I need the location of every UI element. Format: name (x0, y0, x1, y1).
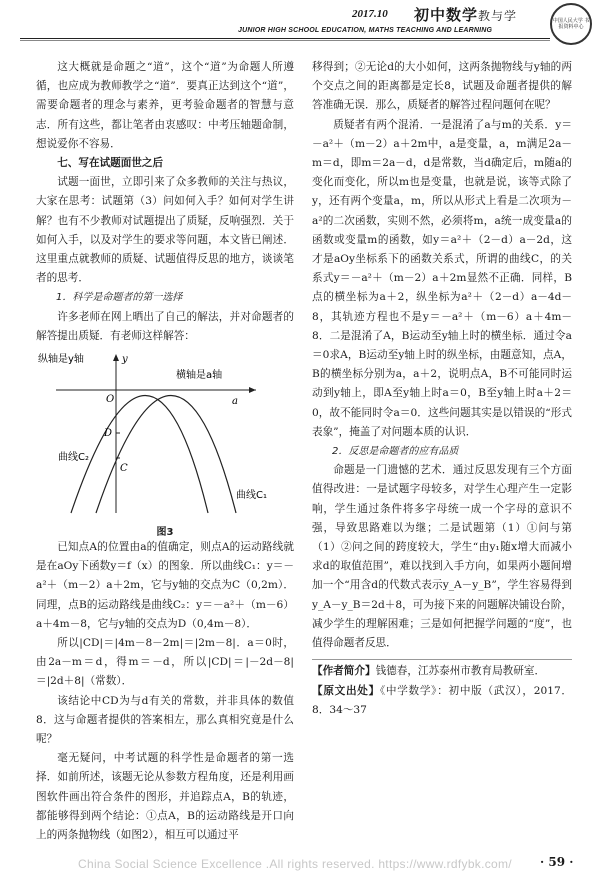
author-label: 【作者简介】 (312, 665, 376, 678)
paragraph: 所以|CD|＝|4m－8－2m|＝|2m－8|．a＝0时，由2a－m＝d，得m＝－d，所以|CD|＝|－2d－8|＝|2d＋8|（常数）． (36, 637, 294, 688)
section-heading: 七、写在试题面世之后 (57, 157, 164, 170)
paragraph: 这大概就是命题之“道”，这个“道”为命题人所遵循，也应成为教师教学之“道”．要真正达到这个“道”，需要命题者的理念与素养，更考验命题者的智慧与意志．所有这些，都让笔者由衷感叹：中考压轴题命制，想说爱你不容易． (36, 61, 294, 150)
page-number: · 59 · (540, 855, 574, 869)
paragraph: 命题是一门遗憾的艺术．通过反思发现有三个方面值得改进：一是试题字母较多，对学生心理产生一定影响，学生通过条件将多字母统一成一个字母的意识不强，导致思路难以为继；二是试题第（1）①问与第（1）②问之间的跨度较大，学生“由y₁随x增大而减小求d的取值范围”，难以找到入手方向，如果两小题间增加一个“用含d的代数式表示y_A－y_B”，学生容易得到y_A－y_B＝2d＋8，可为接下来的问题解决铺设台阶，减少学生的理解困难；三是如何把握学问题的“度”，也值得命题者反思． (312, 464, 572, 650)
curve-c1 (96, 396, 236, 514)
label-y-axis-caption: 纵轴是y轴 (38, 354, 84, 366)
label-curve-c2: 曲线C₂ (58, 452, 89, 464)
curve-c2 (71, 396, 208, 514)
label-a-axis-caption: 横轴是a轴 (176, 370, 223, 382)
paragraph: 已知点A的位置由a的值确定，则点A的运动路线就是在aOy下函数y＝f（x）的图象．所以曲线C₁：y＝－a²＋（m－2）a＋2m，它与y轴的交点为C（0,2m）．同理，点B的运动路线是曲线C₂：y＝－a²＋（m－6）a＋4m－8，它与y轴的交点为D（0,4m－8）． (36, 541, 294, 630)
subsection-heading: 2．反思是命题者的应有品质 (332, 446, 459, 458)
article-info (312, 659, 572, 720)
y-axis-arrow-icon (113, 354, 119, 361)
left-column (36, 58, 294, 845)
journal-title-main: 初中数学 (414, 6, 479, 24)
source-text: 《中学数学》：初中版（武汉），2017．8．34～37 (312, 684, 573, 716)
journal-title-suffix: 教与学 (478, 9, 518, 23)
paragraph: 试题一面世，立即引来了众多教师的关注与热议，大家在思考：试题第（3）问如何入手？如何对学生讲解？也有不少教师对试题提出了质疑，反响强烈．关于如何入手，以及对学生的要求等问题，本文皆已阐述．这里重点就教师的质疑、试题值得反思的地方，谈谈笔者的思考． (36, 176, 294, 285)
figure-caption: 图3 (156, 527, 174, 539)
label-y: y (122, 354, 128, 366)
figure-graph (36, 348, 294, 516)
a-axis-arrow-icon (249, 387, 256, 393)
label-c: C (120, 463, 128, 475)
paragraph: 许多老师在网上晒出了自己的解法，并对命题者的解答提出质疑．有老师这样解答： (36, 310, 294, 342)
source-line (312, 682, 572, 720)
footer-watermark: China Social Science Excellence .All rights reserved. https://www.rdfybk.com/ (78, 857, 512, 871)
author-text: 钱德春，江苏泰州市教育局教研室． (375, 665, 546, 678)
page-header (0, 0, 600, 56)
paragraph: 移得到；②无论d的大小如何，这两条抛物线与y轴的两个交点之间的距离都是定长8，试题及命题者提供的解答准确无误．那么，质疑者的解答过程问题何在呢？ (312, 61, 572, 112)
author-line (312, 662, 572, 681)
subsection-heading: 1．科学是命题者的第一选择 (56, 292, 183, 304)
journal-title (414, 4, 517, 25)
label-origin: O (106, 394, 115, 406)
paragraph: 质疑者有两个混淆．一是混淆了a与m的关系．y＝－a²＋（m－2）a＋2m中，a是变量，a，m满足2a－m＝d，即m＝2a－d，d是常数，当d确定后，m随a的变化而变化，所以m也是变量，也就是说，该等式除了y，还有两个变量a，m，所以从形式上看是二次项为－a²的二次函数，实则不然，必须将m，a统一成变量a的函数或变量m的函数，如y＝a²＋（2－d）a－2d，这才是aOy坐标系下的函数关系式，所谓的曲线C，的关系式y＝－a²＋（m－2）a＋2m显然不正确．同样，B点的横坐标为a＋2，纵坐标为a²＋（2－d）a－4d－8，其轨迹方程也不是y＝－a²＋（m－6）a＋4m－8．二是混淆了A，B运动至y轴上时的横坐标．通过令a＝0求A，B运动至y轴上时的纵坐标，由题意知，点A，B的横坐标分别为a，a＋2，说明点A，B不可能同时运动到y轴上，即A至y轴上时a＝0，B至y轴上时a＋2＝0，故不能同时令a＝0．这些问题其实是以错误的“形式表象”，掩盖了对问题本质的认识． (312, 118, 572, 438)
figure-3 (36, 348, 294, 538)
seal-logo (550, 3, 592, 45)
label-curve-c1: 曲线C₁ (236, 490, 267, 502)
source-label: 【原文出处】 (312, 684, 380, 697)
label-a: a (232, 396, 238, 408)
issue-date: 2017.10 (352, 8, 388, 20)
seal-text: 中国人民大学 书报资料中心 (552, 18, 590, 30)
journal-english-title: JUNIOR HIGH SCHOOL EDUCATION, MATHS TEACHING AND LEARNING (238, 27, 493, 34)
paragraph: 该结论中CD为与d有关的常数，并非具体的数值8．这与命题者提供的答案相左，那么真相究竟是什么呢？ (36, 694, 294, 746)
header-rule (20, 38, 550, 39)
right-column (312, 58, 572, 720)
header-rule-thin (20, 40, 550, 41)
paragraph: 毫无疑问，中考试题的科学性是命题者的第一选择．如前所述，该题无论从参数方程角度，还是利用画图软件画出符合条件的图形，并追踪点A，B的轨迹，都能够得到两个结论：①点A，B的运动路线是开口向上的两条抛物线（如图2），相互可以通过平 (36, 752, 294, 842)
label-d: D (104, 428, 113, 440)
